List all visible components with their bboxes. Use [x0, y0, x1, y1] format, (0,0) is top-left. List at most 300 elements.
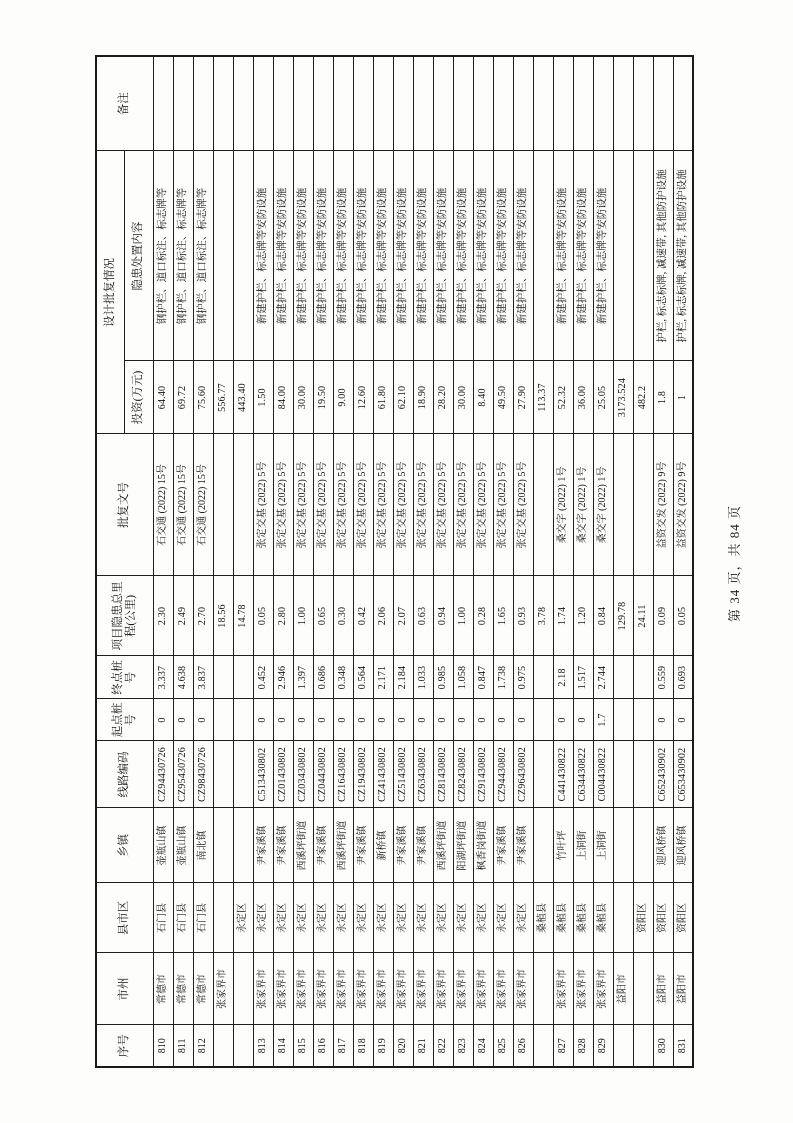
cell-mileage: 1.65	[493, 576, 513, 656]
cell-investment: 556.77	[213, 361, 233, 434]
cell-approval-doc	[233, 434, 253, 576]
cell-road-code: CZ63430802	[413, 741, 433, 808]
cell-start-stake: 0	[473, 699, 493, 741]
cell-city: 张家界市	[573, 953, 593, 1025]
cell-mileage: 0.09	[653, 576, 673, 656]
table-row	[533, 56, 553, 1067]
cell-approval-doc: 桑交字 (2022) 1号	[573, 434, 593, 576]
cell-county: 永定区	[493, 883, 513, 953]
cell-city: 张家界市	[473, 953, 493, 1025]
cell-mileage: 0.84	[593, 576, 613, 656]
cell-start-stake: 0	[173, 699, 193, 741]
cell-treatment: 新建护栏、标志牌等安防设施	[593, 151, 613, 361]
cell-mileage: 0.05	[673, 576, 693, 656]
cell-town: 尹家溪镇	[513, 808, 533, 883]
cell-end-stake: 2.184	[393, 656, 413, 699]
cell-approval-doc: 张定交基 (2022) 5号	[313, 434, 333, 576]
cell-city: 常德市	[193, 953, 213, 1025]
cell-road-code: CZ03430802	[293, 741, 313, 808]
table-row	[333, 56, 353, 1067]
cell-remarks	[553, 56, 573, 151]
cell-serial: 813	[253, 1025, 273, 1067]
cell-mileage: 2.07	[393, 576, 413, 656]
cell-road-code: C652430902	[653, 741, 673, 808]
cell-serial: 825	[493, 1025, 513, 1067]
cell-city	[533, 953, 553, 1025]
cell-end-stake	[633, 656, 653, 699]
cell-road-code: CZ94430802	[493, 741, 513, 808]
cell-investment: 113.37	[533, 361, 553, 434]
cell-city: 益阳市	[673, 953, 693, 1025]
cell-county: 永定区	[453, 883, 473, 953]
cell-approval-doc: 张定交基 (2022) 5号	[273, 434, 293, 576]
cell-remarks	[173, 56, 193, 151]
cell-remarks	[193, 56, 213, 151]
cell-approval-doc	[633, 434, 653, 576]
cell-approval-doc: 张定交基 (2022) 5号	[333, 434, 353, 576]
cell-town: 西溪坪街道	[433, 808, 453, 883]
cell-treatment	[213, 151, 233, 361]
cell-town: 尹家溪镇	[413, 808, 433, 883]
cell-investment: 9.00	[333, 361, 353, 434]
cell-mileage: 1.74	[553, 576, 573, 656]
cell-end-stake: 0.975	[513, 656, 533, 699]
cell-mileage: 1.20	[573, 576, 593, 656]
cell-end-stake: 0.348	[333, 656, 353, 699]
rotated-table-region	[95, 57, 692, 1068]
cell-mileage: 0.63	[413, 576, 433, 656]
cell-approval-doc: 石交通 (2022) 15号	[173, 434, 193, 576]
table-row	[173, 56, 193, 1067]
cell-serial: 820	[393, 1025, 413, 1067]
cell-county: 永定区	[353, 883, 373, 953]
cell-start-stake: 0	[493, 699, 513, 741]
cell-county: 永定区	[233, 883, 253, 953]
cell-county: 永定区	[413, 883, 433, 953]
table-row	[633, 56, 653, 1067]
cell-town: 枫香岗街道	[473, 808, 493, 883]
cell-city: 益阳市	[613, 953, 633, 1025]
cell-county: 永定区	[253, 883, 273, 953]
cell-remarks	[413, 56, 433, 151]
cell-city: 张家界市	[393, 953, 413, 1025]
cell-investment: 49.50	[493, 361, 513, 434]
cell-investment: 69.72	[173, 361, 193, 434]
cell-remarks	[273, 56, 293, 151]
cell-start-stake: 0	[253, 699, 273, 741]
table-row	[673, 56, 693, 1067]
cell-treatment	[633, 151, 653, 361]
cell-approval-doc: 张定交基 (2022) 5号	[393, 434, 413, 576]
cell-town	[633, 808, 653, 883]
cell-treatment: 新建护栏、标志牌等安防设施	[253, 151, 273, 361]
cell-investment: 443.40	[233, 361, 253, 434]
cell-mileage: 0.94	[433, 576, 453, 656]
cell-city: 张家界市	[593, 953, 613, 1025]
cell-town: 尹家溪镇	[273, 808, 293, 883]
cell-road-code	[533, 741, 553, 808]
cell-start-stake: 0	[393, 699, 413, 741]
cell-treatment: 钢护栏、道口标注、标志牌等	[193, 151, 213, 361]
cell-city	[233, 953, 253, 1025]
cell-mileage: 0.65	[313, 576, 333, 656]
cell-serial: 823	[453, 1025, 473, 1067]
cell-investment: 75.60	[193, 361, 213, 434]
cell-county: 桑植县	[553, 883, 573, 953]
cell-start-stake: 0	[153, 699, 173, 741]
cell-road-code: CZ51430802	[393, 741, 413, 808]
page-number: 第 34 页，共 84 页	[727, 504, 742, 622]
cell-remarks	[673, 56, 693, 151]
table-row	[353, 56, 373, 1067]
cell-town: 上洞街	[593, 808, 613, 883]
cell-road-code: C004430822	[593, 741, 613, 808]
cell-town: 壶瓶山镇	[173, 808, 193, 883]
cell-approval-doc: 张定交基 (2022) 5号	[353, 434, 373, 576]
cell-approval-doc: 张定交基 (2022) 5号	[373, 434, 393, 576]
cell-approval-doc: 张定交基 (2022) 5号	[293, 434, 313, 576]
cell-city: 常德市	[173, 953, 193, 1025]
header-town: 乡镇	[96, 808, 153, 883]
table-row	[193, 56, 213, 1067]
table-header	[96, 56, 153, 1067]
cell-mileage: 1.00	[293, 576, 313, 656]
cell-mileage: 14.78	[233, 576, 253, 656]
cell-city: 益阳市	[653, 953, 673, 1025]
cell-approval-doc	[213, 434, 233, 576]
cell-road-code	[613, 741, 633, 808]
cell-mileage: 2.70	[193, 576, 213, 656]
cell-county: 桑植县	[533, 883, 553, 953]
cell-serial: 810	[153, 1025, 173, 1067]
cell-start-stake	[633, 699, 653, 741]
cell-remarks	[393, 56, 413, 151]
cell-town: 新桥镇	[373, 808, 393, 883]
cell-end-stake: 1.517	[573, 656, 593, 699]
cell-treatment: 新建护栏、标志牌等安防设施	[493, 151, 513, 361]
cell-investment: 3173.524	[613, 361, 633, 434]
cell-treatment: 钢护栏、道口标注、标志牌等	[173, 151, 193, 361]
cell-investment: 18.90	[413, 361, 433, 434]
table-row	[393, 56, 413, 1067]
cell-mileage: 18.56	[213, 576, 233, 656]
cell-city: 张家界市	[333, 953, 353, 1025]
table-row	[273, 56, 293, 1067]
cell-city: 张家界市	[513, 953, 533, 1025]
cell-mileage: 2.06	[373, 576, 393, 656]
cell-approval-doc: 张定交基 (2022) 5号	[413, 434, 433, 576]
table-row	[493, 56, 513, 1067]
cell-end-stake: 1.058	[453, 656, 473, 699]
header-treatment: 隐患处置内容	[124, 151, 153, 361]
cell-remarks	[633, 56, 653, 151]
header-remarks: 备注	[96, 56, 153, 151]
cell-road-code: CZ95430726	[173, 741, 193, 808]
cell-approval-doc: 张定交基 (2022) 5号	[513, 434, 533, 576]
cell-remarks	[373, 56, 393, 151]
cell-road-code	[233, 741, 253, 808]
cell-start-stake: 0	[453, 699, 473, 741]
cell-county: 永定区	[433, 883, 453, 953]
cell-serial: 828	[573, 1025, 593, 1067]
cell-town	[233, 808, 253, 883]
cell-county: 资阳区	[673, 883, 693, 953]
cell-town: 壶瓶山镇	[153, 808, 173, 883]
cell-road-code: CZ01430802	[273, 741, 293, 808]
table-row	[473, 56, 493, 1067]
cell-end-stake: 4.638	[173, 656, 193, 699]
cell-mileage: 2.49	[173, 576, 193, 656]
cell-county: 永定区	[373, 883, 393, 953]
table-body	[153, 56, 693, 1067]
cell-serial: 811	[173, 1025, 193, 1067]
cell-end-stake: 2.744	[593, 656, 613, 699]
cell-city: 张家界市	[433, 953, 453, 1025]
cell-county: 石门县	[193, 883, 213, 953]
table-row	[213, 56, 233, 1067]
cell-treatment: 新建护栏、标志牌等安防设施	[373, 151, 393, 361]
cell-treatment	[233, 151, 253, 361]
cell-town: 尹家溪镇	[253, 808, 273, 883]
header-approval-doc: 批复文号	[96, 434, 153, 576]
cell-county: 永定区	[273, 883, 293, 953]
table-row	[513, 56, 533, 1067]
cell-city: 张家界市	[313, 953, 333, 1025]
cell-approval-doc: 石交通 (2022) 15号	[193, 434, 213, 576]
cell-investment: 12.60	[353, 361, 373, 434]
cell-county: 永定区	[333, 883, 353, 953]
cell-serial	[613, 1025, 633, 1067]
cell-road-code: C513430802	[253, 741, 273, 808]
cell-county: 资阳区	[633, 883, 653, 953]
cell-treatment	[533, 151, 553, 361]
cell-city: 常德市	[153, 953, 173, 1025]
cell-treatment: 钢护栏、道口标注、标志牌等	[153, 151, 173, 361]
header-county: 县市区	[96, 883, 153, 953]
cell-start-stake: 0	[573, 699, 593, 741]
cell-end-stake	[213, 656, 233, 699]
cell-start-stake: 1.7	[593, 699, 613, 741]
cell-end-stake: 0.847	[473, 656, 493, 699]
cell-investment: 64.40	[153, 361, 173, 434]
cell-city: 张家界市	[413, 953, 433, 1025]
cell-county: 石门县	[153, 883, 173, 953]
cell-approval-doc	[613, 434, 633, 576]
cell-approval-doc: 张定交基 (2022) 5号	[453, 434, 473, 576]
cell-road-code: CZ98430726	[193, 741, 213, 808]
landscape-sheet	[95, 57, 692, 1068]
header-design-approval-group: 设计批复情况	[96, 151, 124, 434]
cell-investment: 27.90	[513, 361, 533, 434]
cell-city: 张家界市	[453, 953, 473, 1025]
header-investment: 投资(万元)	[124, 361, 153, 434]
cell-investment: 61.80	[373, 361, 393, 434]
cell-serial: 831	[673, 1025, 693, 1067]
cell-serial: 822	[433, 1025, 453, 1067]
cell-treatment: 新建护栏、标志牌等安防设施	[333, 151, 353, 361]
table-row	[153, 56, 173, 1067]
cell-serial: 826	[513, 1025, 533, 1067]
cell-serial: 819	[373, 1025, 393, 1067]
cell-city: 张家界市	[353, 953, 373, 1025]
table-row	[653, 56, 673, 1067]
cell-serial: 830	[653, 1025, 673, 1067]
cell-approval-doc: 张定交基 (2022) 5号	[493, 434, 513, 576]
cell-approval-doc: 张定交基 (2022) 5号	[253, 434, 273, 576]
table-row	[373, 56, 393, 1067]
cell-end-stake: 0.686	[313, 656, 333, 699]
cell-town: 阳湖坪街道	[453, 808, 473, 883]
cell-start-stake: 0	[333, 699, 353, 741]
cell-end-stake: 1.397	[293, 656, 313, 699]
cell-end-stake: 2.171	[373, 656, 393, 699]
cell-approval-doc: 桑交字 (2022) 1号	[593, 434, 613, 576]
cell-city: 张家界市	[493, 953, 513, 1025]
cell-remarks	[253, 56, 273, 151]
cell-treatment: 新建护栏、标志牌等安防设施	[313, 151, 333, 361]
cell-town: 尹家溪镇	[493, 808, 513, 883]
cell-end-stake: 0.985	[433, 656, 453, 699]
cell-serial	[233, 1025, 253, 1067]
cell-end-stake	[613, 656, 633, 699]
cell-end-stake	[233, 656, 253, 699]
cell-approval-doc	[533, 434, 553, 576]
table-row	[313, 56, 333, 1067]
cell-remarks	[213, 56, 233, 151]
cell-investment: 36.00	[573, 361, 593, 434]
cell-town: 尹家溪镇	[353, 808, 373, 883]
cell-county: 永定区	[293, 883, 313, 953]
table-row	[593, 56, 613, 1067]
cell-approval-doc: 益资交发 (2022) 9号	[673, 434, 693, 576]
cell-start-stake	[613, 699, 633, 741]
cell-remarks	[533, 56, 553, 151]
cell-county	[213, 883, 233, 953]
cell-start-stake: 0	[433, 699, 453, 741]
cell-treatment	[613, 151, 633, 361]
table-row	[553, 56, 573, 1067]
cell-serial: 829	[593, 1025, 613, 1067]
cell-mileage: 0.93	[513, 576, 533, 656]
cell-remarks	[313, 56, 333, 151]
cell-county: 永定区	[513, 883, 533, 953]
cell-end-stake: 1.738	[493, 656, 513, 699]
table-row	[573, 56, 593, 1067]
cell-treatment: 新建护栏、标志牌等安防设施	[413, 151, 433, 361]
cell-end-stake: 2.18	[553, 656, 573, 699]
cell-county	[613, 883, 633, 953]
cell-start-stake: 0	[673, 699, 693, 741]
table-row	[293, 56, 313, 1067]
cell-start-stake: 0	[513, 699, 533, 741]
cell-city: 张家界市	[253, 953, 273, 1025]
cell-road-code	[213, 741, 233, 808]
cell-mileage: 2.30	[153, 576, 173, 656]
cell-serial: 817	[333, 1025, 353, 1067]
cell-investment: 1	[673, 361, 693, 434]
cell-remarks	[153, 56, 173, 151]
cell-road-code: C441430822	[553, 741, 573, 808]
cell-serial: 816	[313, 1025, 333, 1067]
cell-investment: 28.20	[433, 361, 453, 434]
cell-road-code: CZ19430802	[353, 741, 373, 808]
cell-road-code: CZ41430802	[373, 741, 393, 808]
cell-remarks	[593, 56, 613, 151]
cell-road-code: CZ96430802	[513, 741, 533, 808]
cell-serial: 812	[193, 1025, 213, 1067]
cell-investment: 19.50	[313, 361, 333, 434]
cell-city: 张家界市	[553, 953, 573, 1025]
table-row	[453, 56, 473, 1067]
cell-end-stake: 0.564	[353, 656, 373, 699]
cell-city: 张家界市	[213, 953, 233, 1025]
cell-remarks	[333, 56, 353, 151]
cell-city: 张家界市	[273, 953, 293, 1025]
cell-approval-doc: 桑交字 (2022) 1号	[553, 434, 573, 576]
cell-start-stake: 0	[273, 699, 293, 741]
cell-mileage: 24.11	[633, 576, 653, 656]
cell-mileage: 0.42	[353, 576, 373, 656]
table-row	[253, 56, 273, 1067]
cell-treatment: 护栏, 标志标牌, 减速带, 其他防护设施	[673, 151, 693, 361]
cell-treatment: 新建护栏、标志牌等安防设施	[353, 151, 373, 361]
cell-city	[633, 953, 653, 1025]
cell-town	[213, 808, 233, 883]
table-row	[433, 56, 453, 1067]
cell-end-stake: 0.559	[653, 656, 673, 699]
cell-end-stake: 0.452	[253, 656, 273, 699]
cell-treatment: 新建护栏、标志牌等安防设施	[573, 151, 593, 361]
cell-city: 张家界市	[373, 953, 393, 1025]
cell-county: 桑植县	[593, 883, 613, 953]
cell-serial: 815	[293, 1025, 313, 1067]
cell-town: 西溪坪街道	[333, 808, 353, 883]
cell-investment: 62.10	[393, 361, 413, 434]
cell-approval-doc: 张定交基 (2022) 5号	[433, 434, 453, 576]
cell-serial: 814	[273, 1025, 293, 1067]
cell-county: 永定区	[393, 883, 413, 953]
cell-start-stake: 0	[653, 699, 673, 741]
cell-serial	[533, 1025, 553, 1067]
cell-road-code: CZ16430802	[333, 741, 353, 808]
cell-town: 尹家溪镇	[313, 808, 333, 883]
cell-mileage: 1.00	[453, 576, 473, 656]
cell-investment: 1.8	[653, 361, 673, 434]
cell-road-code: CZ82430802	[453, 741, 473, 808]
cell-treatment: 护栏, 标志标牌, 减速带, 其他防护设施	[653, 151, 673, 361]
cell-serial: 827	[553, 1025, 573, 1067]
cell-remarks	[573, 56, 593, 151]
cell-investment: 30.00	[453, 361, 473, 434]
cell-road-code	[633, 741, 653, 808]
cell-start-stake: 0	[293, 699, 313, 741]
cell-investment: 8.40	[473, 361, 493, 434]
table-row	[613, 56, 633, 1067]
cell-treatment: 新建护栏、标志牌等安防设施	[293, 151, 313, 361]
cell-city: 张家界市	[293, 953, 313, 1025]
cell-end-stake: 3.837	[193, 656, 213, 699]
cell-start-stake: 0	[413, 699, 433, 741]
cell-end-stake: 3.337	[153, 656, 173, 699]
cell-end-stake: 2.946	[273, 656, 293, 699]
cell-mileage: 2.80	[273, 576, 293, 656]
cell-treatment: 新建护栏、标志牌等安防设施	[273, 151, 293, 361]
header-end-stake: 终点桩号	[96, 656, 153, 699]
cell-treatment: 新建护栏、标志牌等安防设施	[453, 151, 473, 361]
header-road-code: 线路编码	[96, 741, 153, 808]
cell-town	[613, 808, 633, 883]
cell-road-code: CZ04430802	[313, 741, 333, 808]
